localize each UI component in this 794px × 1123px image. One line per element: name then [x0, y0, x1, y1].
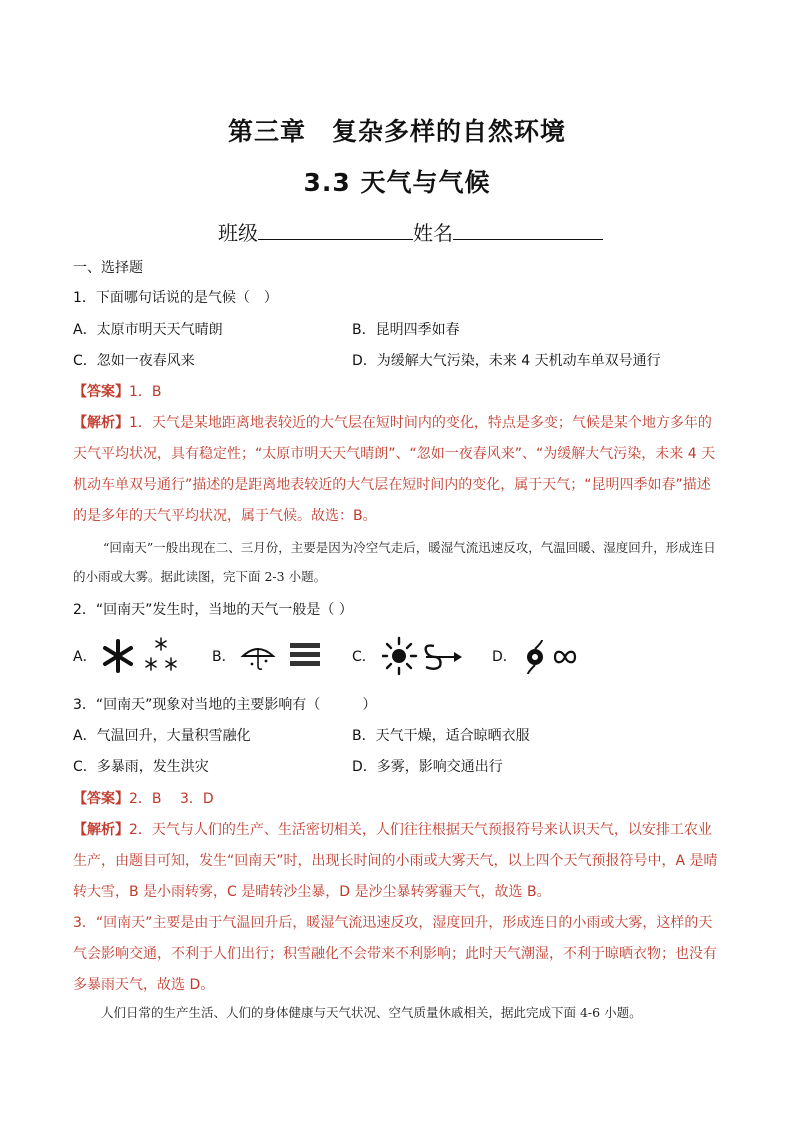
q1-option-c[interactable]: C．忽如一夜春风来 — [73, 353, 195, 369]
q1-answer — [73, 383, 162, 401]
class-name-line — [218, 217, 603, 246]
name-label: 姓名 — [413, 221, 453, 245]
q1-option-a[interactable]: A．太原市明天天气晴朗 — [73, 322, 223, 338]
chapter-title: 第三章 复杂多样的自然环境 — [227, 117, 566, 146]
analysis-text: 2．天气与人们的生产、生活密切相关，人们往往根据天气预报符号来认识天气，以安排工农业生产，由题目可知，发生“回南天”时，出现长时间的小雨或大雾天气，以上四个天气预报符号中，A 是晴转大雪，B 是小雨转雾，C 是晴转沙尘暴，D 是沙尘暴转雾霾天气，故选 B。 — [73, 822, 718, 900]
light-rain-to-fog-icon — [238, 638, 328, 674]
q2-option-b[interactable]: B． — [212, 649, 236, 665]
answer-tag: 【答案】 — [73, 791, 129, 807]
q3-analysis: 3．“回南天”主要是由于气温回升后，暖湿气流迅速反攻，湿度回升，形成连日的小雨或大雾，这样的天气会影响交通，不利于人们出行；积雪融化不会带来不利影响；此时天气潮湿，不利于晾晒衣物；也没有多暴雨天气，故选 D。 — [73, 915, 717, 993]
q2-option-c[interactable]: C． — [352, 649, 376, 665]
answer-text: 1．B — [129, 384, 162, 400]
class-label: 班级 — [218, 221, 258, 245]
q2-option-d[interactable]: D． — [492, 649, 517, 665]
class-blank[interactable] — [258, 219, 413, 240]
q23-answer — [73, 790, 214, 808]
sunny-to-sandstorm-icon — [382, 636, 464, 676]
q3-option-c[interactable]: C．多暴雨，发生洪灾 — [73, 759, 209, 775]
analysis-tag: 【解析】 — [73, 822, 129, 838]
answer-tag: 【答案】 — [73, 384, 129, 400]
q1-option-d[interactable]: D．为缓解大气污染，未来 4 天机动车单双号通行 — [352, 353, 661, 369]
q1-analysis — [73, 408, 723, 532]
section-title: 3.3 天气与气候 — [303, 168, 491, 197]
heavy-snow-icon — [100, 636, 190, 676]
question-2-stem: 2．“回南天”发生时，当地的天气一般是（ ） — [73, 602, 353, 618]
sandstorm-to-haze-icon — [522, 638, 582, 674]
q2-option-a[interactable]: A． — [73, 649, 97, 665]
analysis-tag: 【解析】 — [73, 415, 129, 431]
q3-option-a[interactable]: A．气温回升，大量积雪融化 — [73, 728, 251, 744]
q1-option-b[interactable]: B．昆明四季如春 — [352, 322, 460, 338]
q3-option-d[interactable]: D．多雾，影响交通出行 — [352, 759, 503, 775]
section-heading: 一、选择题 — [73, 260, 143, 276]
analysis-text: 1．天气是某地距离地表较近的大气层在短时间内的变化，特点是多变；气候是某个地方多年的天气平均状况，具有稳定性；“太原市明天天气晴朗”、“忽如一夜春风来”、“为缓解大气污染，未来 4 天机动车单双号通行”描述的是距离地表较近的大气层在短时间内的变化，属于天气；“昆明四季如春”描述的是多年的天气平均状况，属于气候。故选：B。 — [73, 415, 716, 524]
name-blank[interactable] — [453, 219, 603, 240]
q3-option-b[interactable]: B．天气干燥，适合晾晒衣服 — [352, 728, 530, 744]
intro-paragraph-2: 人们日常的生产生活、人们的身体健康与天气状况、空气质量休戚相关，据此完成下面 4-6 小题。 — [101, 1005, 642, 1020]
intro-paragraph-1: “回南天”一般出现在二、三月份，主要是因为冷空气走后，暖湿气流迅速反攻，气温回暖、湿度回升，形成连日的小雨或大雾。据此读图，完下面 2-3 小题。 — [73, 540, 716, 584]
answer-text: 2．B 3．D — [129, 791, 214, 807]
question-3-stem: 3．“回南天”现象对当地的主要影响有（ ） — [73, 697, 377, 713]
q2-analysis — [73, 815, 723, 908]
question-1-stem: 1．下面哪句话说的是气候（ ） — [73, 290, 278, 306]
